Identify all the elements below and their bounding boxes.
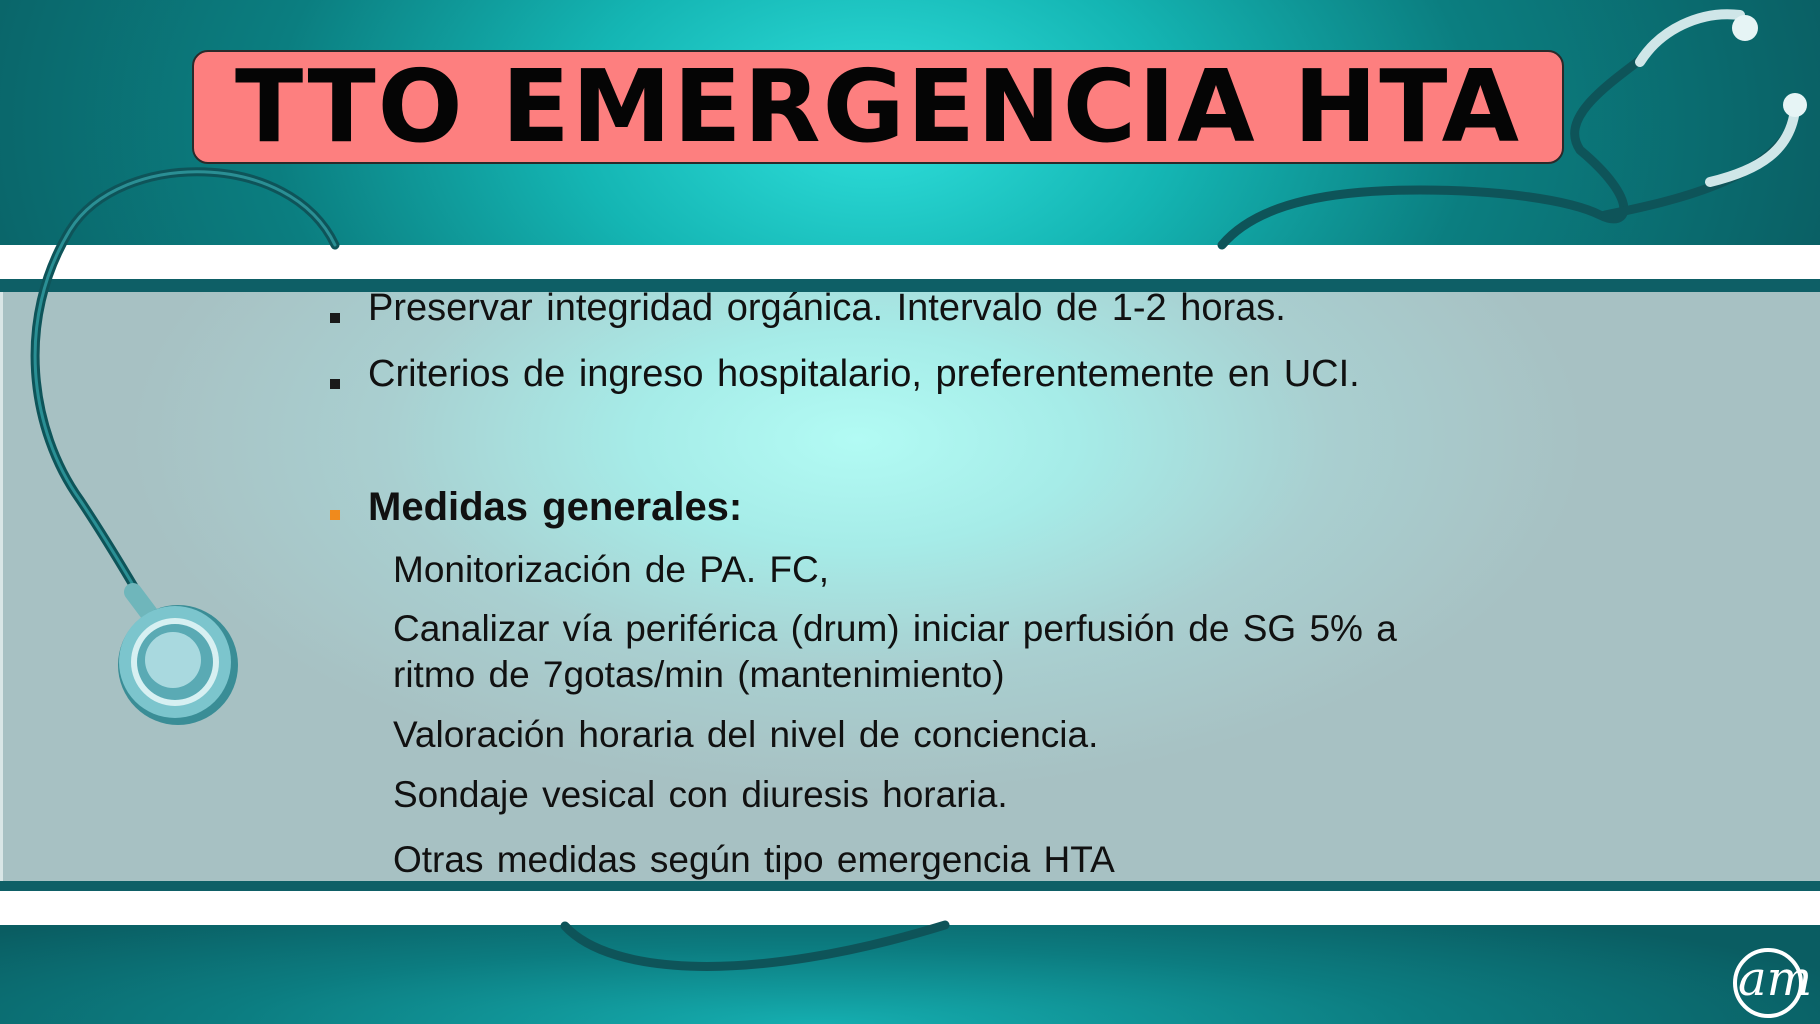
bullet-marker xyxy=(330,313,340,323)
measure-item: Monitorización de PA. FC, xyxy=(393,549,830,590)
measure-item-continued: ritmo de 7gotas/min (mantenimiento) xyxy=(393,654,1005,695)
section-bullet-marker xyxy=(330,510,340,520)
measure-item: Valoración horaria del nivel de conciencia. xyxy=(393,714,1099,755)
bullet-text: Criterios de ingreso hospitalario, preferentemente en UCI. xyxy=(368,353,1360,395)
title-box xyxy=(192,50,1564,164)
bullet-marker xyxy=(330,379,340,389)
slide-title: TTO EMERGENCIA HTA xyxy=(234,48,1522,165)
measure-item: Canalizar vía periférica (drum) iniciar perfusión de SG 5% a xyxy=(393,608,1397,649)
measure-item: Otras medidas según tipo emergencia HTA xyxy=(393,839,1115,880)
bottom-background xyxy=(0,925,1820,1024)
measure-item: Sondaje vesical con diuresis horaria. xyxy=(393,774,1008,815)
bottom-white-band xyxy=(0,891,1820,925)
bullet-text: Preservar integridad orgánica. Intervalo de 1-2 horas. xyxy=(368,287,1286,329)
am-logo: am xyxy=(1738,951,1813,1007)
section-heading: Medidas generales: xyxy=(368,485,743,529)
top-white-band xyxy=(0,245,1820,279)
bottom-divider-line xyxy=(0,881,1820,891)
